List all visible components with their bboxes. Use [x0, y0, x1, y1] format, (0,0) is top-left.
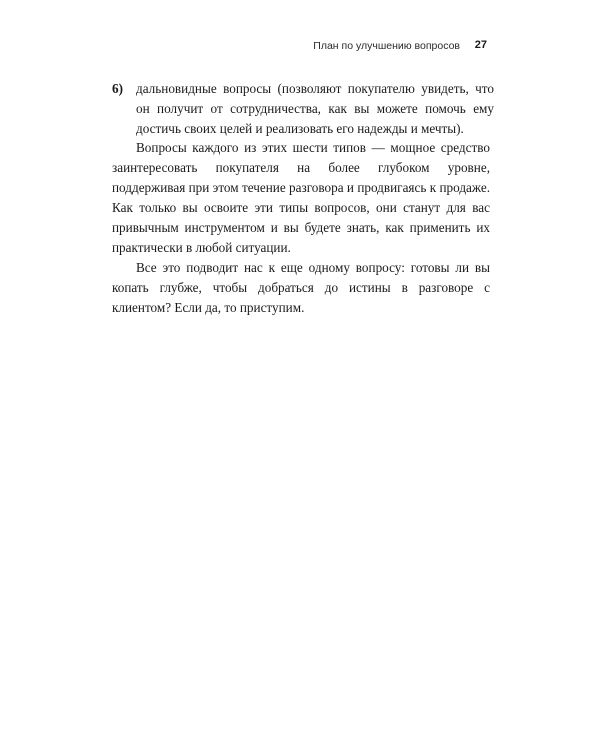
- paragraph: Вопросы каждого из этих шести типов — мощное средство заинтересовать покупателя на более глубоком уровне, поддерживая при этом течение разговора и продвигаясь к продаже. Как только вы освоите эти типы вопросов, они станут для вас привычным инструментом и вы будете знать, как применить их практически в любой ситуации.: [112, 140, 490, 255]
- paragraph: Все это подводит нас к еще одному вопросу: готовы ли вы копать глубже, чтобы добраться до истины в разговоре с клиентом? Если да, то приступим.: [112, 260, 490, 315]
- page-number: 27: [474, 39, 487, 51]
- list-item-text: дальновидные вопросы (позволяют покупателю увидеть, что он получит от сотрудничества, как вы можете помочь ему достичь своих целей и реализовать его надежды и мечты).: [136, 81, 494, 136]
- list-marker: 6): [112, 81, 123, 96]
- running-head-title: План по улучшению вопросов: [313, 40, 460, 52]
- body-paragraphs: [112, 138, 490, 318]
